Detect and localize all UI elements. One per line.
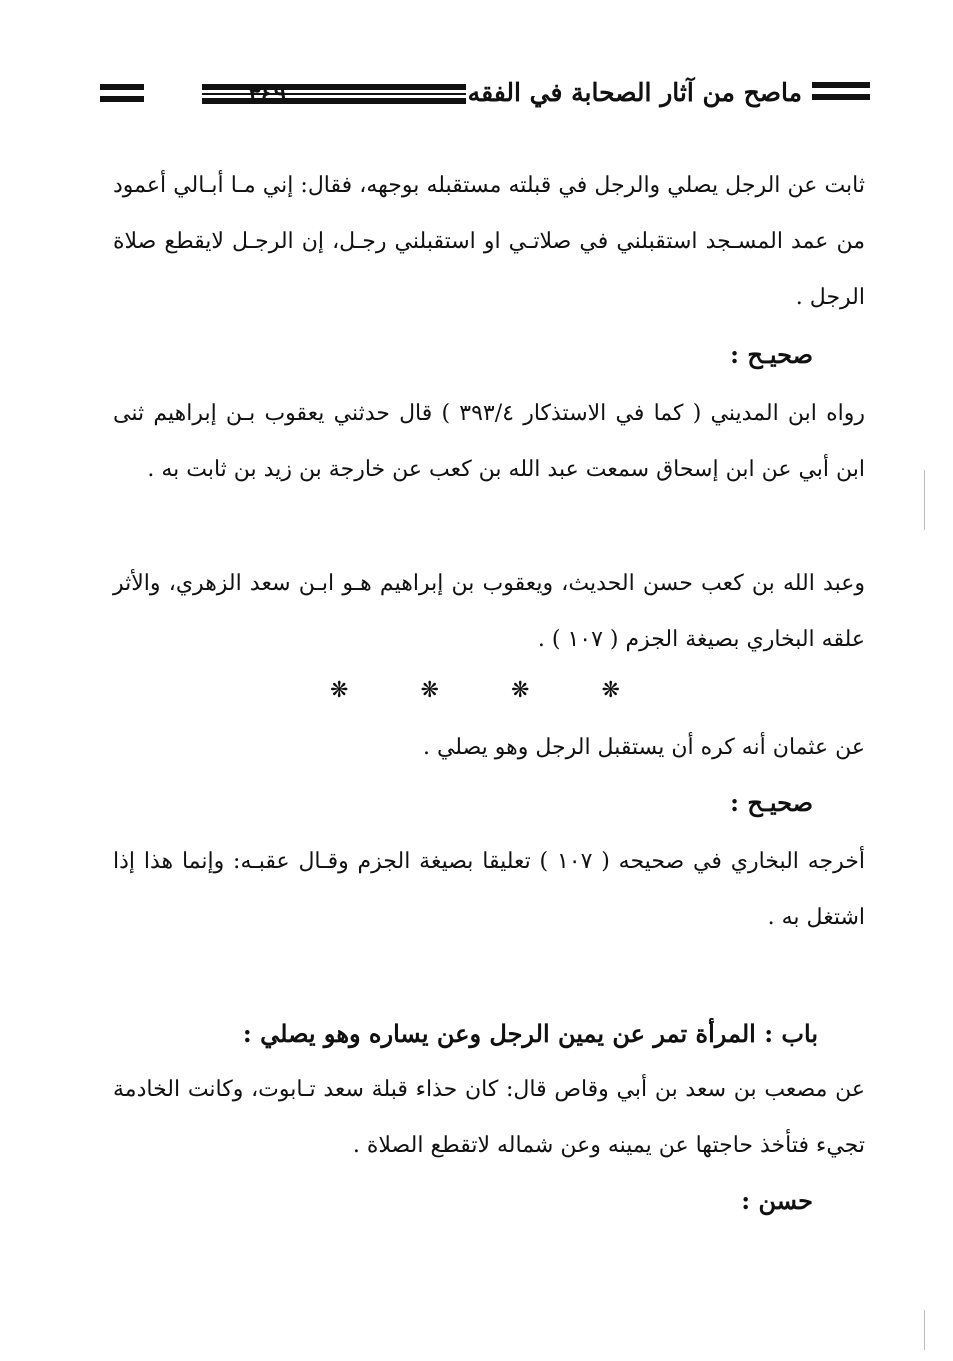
paragraph-athar-1: ثابت عن الرجل يصلي والرجل في قبلته مستقبله بوجهه، فقال: إني مـا أبـالي أعمود من عمد المسـجد استقبلني في صلاتـي او استقبلني رجـل، إن الرجـل لايقطع صلاة الرجل . (113, 173, 865, 310)
header-rule-right-top (812, 82, 870, 88)
paragraph-athar-3: عن مصعب بن سعد بن أبي وقاص قال: كان حذاء قبلة سعد تـابوت، وكانت الخادمة تجيء فتأخذ حاجتها عن يمينه وعن شماله لاتقطع الصلاة . (113, 1077, 865, 1158)
grading-heading-1: صحيـح : (730, 340, 813, 369)
header-rule-right-bottom (812, 94, 870, 100)
grading-heading-2: صحيـح : (730, 788, 813, 817)
separator-star: ❋ (420, 678, 439, 703)
scan-edge-line (924, 1310, 925, 1350)
page-header (100, 72, 870, 116)
separator-star: ❋ (601, 678, 620, 703)
separator-star: ❋ (511, 678, 530, 703)
grading-heading-3: حسن : (741, 1186, 813, 1215)
chapter-heading: باب : المرأة تمر عن يمين الرجل وعن يساره وهو يصلي : (242, 1019, 818, 1048)
header-rule-left-bottom (100, 96, 144, 102)
header-rule-middle-mid (202, 93, 466, 95)
paragraph-comment-1: وعبد الله بن كعب حسن الحديث، ويعقوب بن إبراهيم هـو ابـن سعد الزهري، والأثر علقه البخاري بصيغة الجزم ( ١٠٧ ) . (113, 571, 865, 652)
header-rule-middle-top (202, 84, 466, 90)
paragraph-athar-2: عن عثمان أنه كره أن يستقبل الرجل وهو يصلي . (422, 735, 865, 760)
separator-stars (330, 678, 620, 704)
running-title: ماصح من آثار الصحابة في الفقه (467, 78, 802, 107)
paragraph-takhrij-1: رواه ابن المديني ( كما في الاستذكار ٣٩٣/٤ ) قال حدثني يعقوب بـن إبراهيم ثنى ابن أبي عن ابن إسحاق سمعت عبد الله بن كعب عن خارجة بن زيد بن ثابت به . (113, 401, 865, 482)
separator-star: ❋ (330, 678, 349, 703)
header-rule-middle-bottom (202, 98, 466, 104)
header-rule-left-top (100, 84, 144, 90)
scan-edge-line (924, 470, 925, 530)
paragraph-takhrij-2: أخرجه البخاري في صحيحه ( ١٠٧ ) تعليقا بصيغة الجزم وقـال عقبـه: وإنما هذا إذا اشتغل به . (113, 849, 866, 930)
